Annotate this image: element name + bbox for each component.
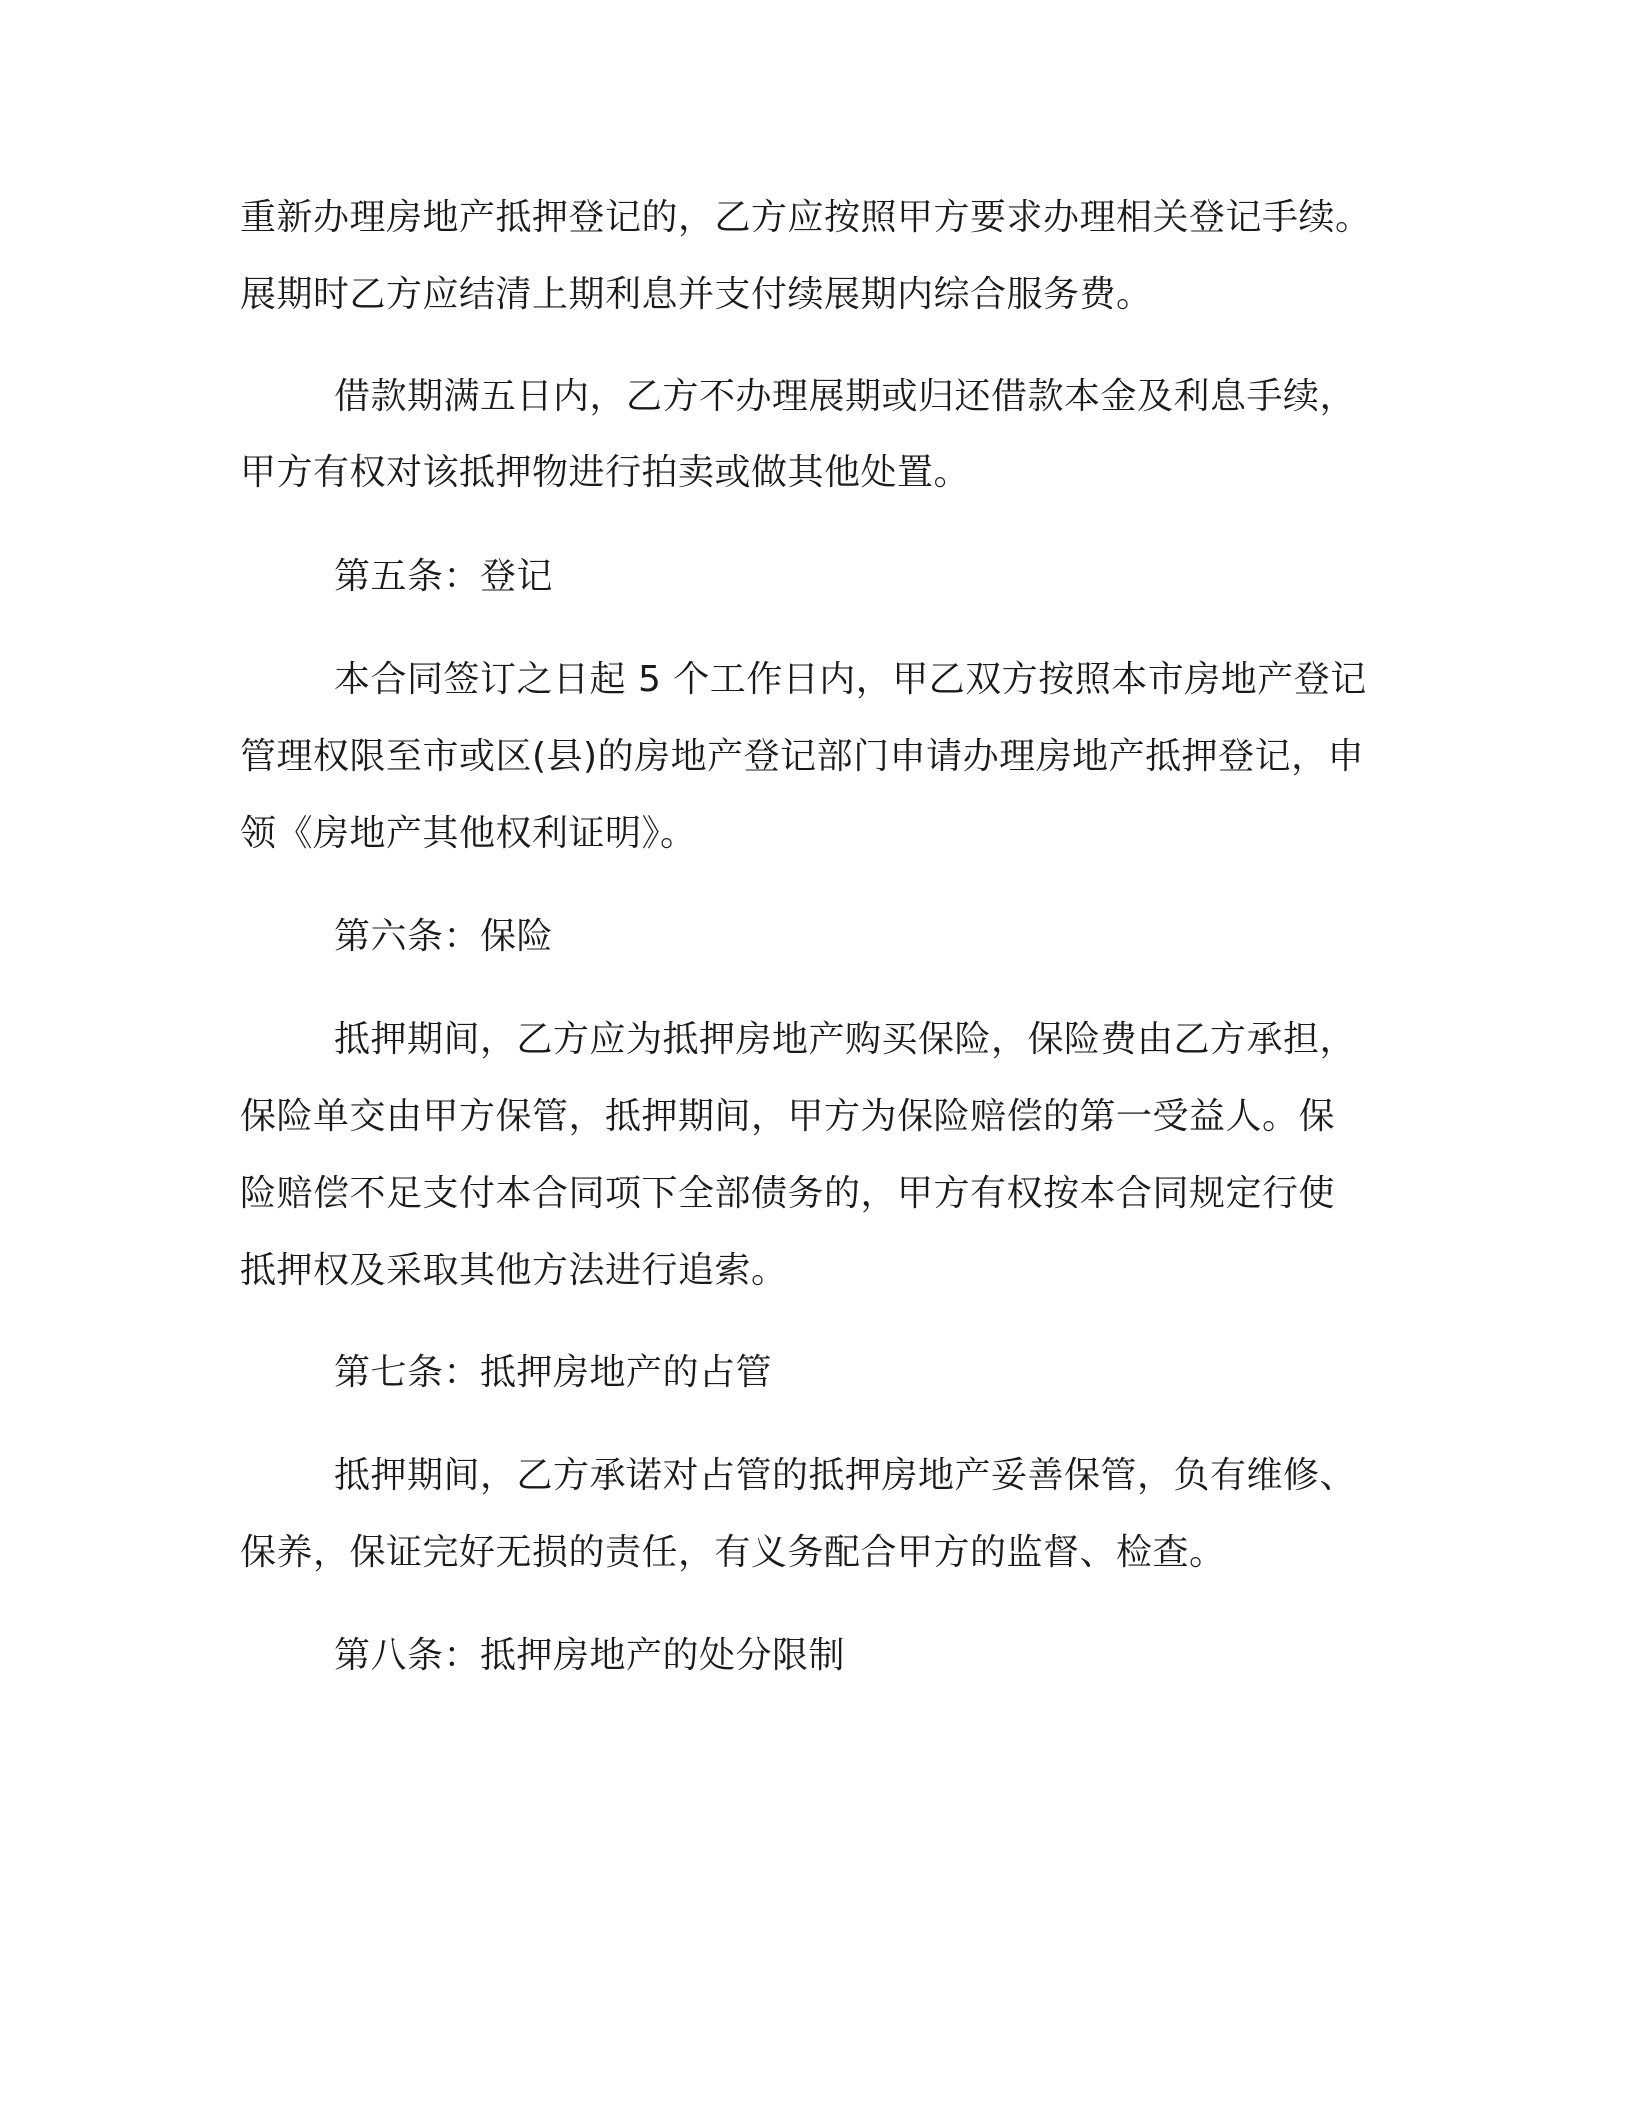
paragraph-line: 保险单交由甲方保管，抵押期间，甲方为保险赔偿的第一受益人。保 [240,1096,1336,1137]
paragraph-line: 管理权限至市或区(县)的房地产登记部门申请办理房地产抵押登记，申 [240,736,1365,777]
paragraph-line: 甲方有权对该抵押物进行拍卖或做其他处置。 [240,452,971,493]
paragraph-line: 险赔偿不足支付本合同项下全部债务的，甲方有权按本合同规定行使 [240,1173,1336,1214]
section-heading: 第六条：保险 [334,916,554,957]
section-heading: 第八条：抵押房地产的处分限制 [334,1635,846,1676]
paragraph-line: 重新办理房地产抵押登记的，乙方应按照甲方要求办理相关登记手续。 [240,197,1372,238]
paragraph-line: 抵押期间，乙方承诺对占管的抵押房地产妥善保管，负有维修、 [334,1455,1357,1496]
paragraph-line: 领《房地产其他权利证明》。 [240,813,697,854]
paragraph-line: 本合同签订之日起 5 个工作日内，甲乙双方按照本市房地产登记 [334,659,1367,700]
paragraph-line: 抵押权及采取其他方法进行追索。 [240,1250,788,1291]
paragraph-line: 抵押期间，乙方应为抵押房地产购买保险，保险费由乙方承担， [334,1019,1357,1060]
paragraph-line: 展期时乙方应结清上期利息并支付续展期内综合服务费。 [240,274,1153,315]
paragraph-line: 保养，保证完好无损的责任，有义务配合甲方的监督、检查。 [240,1532,1226,1573]
paragraph-line: 借款期满五日内，乙方不办理展期或归还借款本金及利息手续， [334,376,1357,417]
section-heading: 第七条：抵押房地产的占管 [334,1352,773,1393]
section-heading: 第五条：登记 [334,556,554,597]
